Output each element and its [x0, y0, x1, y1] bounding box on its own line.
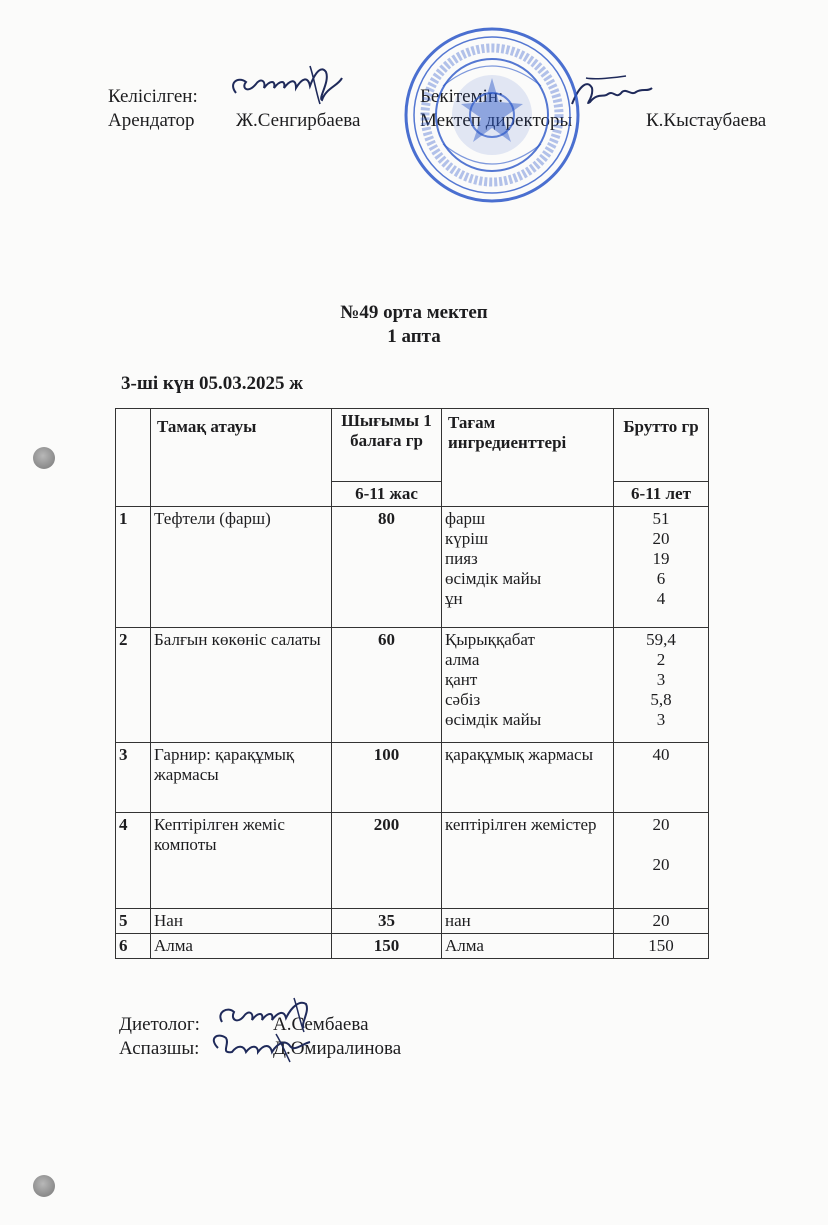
cook-label: Аспазшы:	[119, 1038, 200, 1059]
day-line: 3-ші күн 05.03.2025 ж	[121, 373, 304, 394]
approved-label: Бекітемін:	[420, 86, 504, 107]
row-num: 6	[116, 934, 151, 959]
row-name: Алма	[151, 934, 332, 959]
punch-hole-top	[33, 447, 55, 469]
row-name: Гарнир: қарақұмық жармасы	[151, 743, 332, 813]
header-name: Тамақ атауы	[151, 409, 332, 507]
ingredient: алма	[445, 650, 480, 669]
row-brutto	[614, 934, 709, 959]
row-yield: 150	[332, 934, 442, 959]
brutto-value: 5,8	[650, 690, 672, 709]
row-yield: 100	[332, 743, 442, 813]
ingredient: қант	[445, 670, 478, 689]
brutto-value: 19	[652, 549, 670, 568]
agreed-role: Арендатор	[108, 110, 195, 131]
brutto-value: 4	[656, 589, 666, 608]
row-ingredients	[442, 507, 614, 628]
header-age-brutto: 6-11 лет	[614, 482, 709, 507]
menu-table	[115, 408, 709, 959]
row-name: Нан	[151, 909, 332, 934]
signature-agreed	[226, 58, 356, 108]
ingredient: нан	[445, 911, 471, 930]
row-yield: 35	[332, 909, 442, 934]
table-row	[116, 507, 709, 628]
header-ingredients: Тағам ингредиенттері	[442, 409, 614, 507]
brutto-value: 40	[652, 745, 670, 764]
row-ingredients	[442, 743, 614, 813]
brutto-value: 3	[656, 710, 666, 729]
row-yield: 200	[332, 813, 442, 909]
table-row	[116, 813, 709, 909]
row-ingredients	[442, 813, 614, 909]
row-brutto	[614, 743, 709, 813]
table-row	[116, 934, 709, 959]
brutto-value: 20	[652, 529, 670, 548]
brutto-value: 51	[652, 509, 670, 528]
agreed-label: Келісілген:	[108, 86, 198, 107]
school-title: №49 орта мектеп	[340, 302, 488, 323]
row-name: Балғын көкөніс салаты	[151, 628, 332, 743]
ingredient: Алма	[445, 936, 484, 955]
row-ingredients	[442, 628, 614, 743]
ingredient: қарақұмық жармасы	[445, 745, 593, 764]
ingredient: ұн	[445, 589, 463, 608]
row-yield: 80	[332, 507, 442, 628]
brutto-value: 3	[656, 670, 666, 689]
punch-hole-bottom	[33, 1175, 55, 1197]
school-stamp	[403, 26, 581, 204]
brutto-value: 150	[648, 936, 674, 955]
row-ingredients	[442, 934, 614, 959]
ingredient: кептірілген жемістер	[445, 815, 597, 834]
week-title: 1 апта	[387, 326, 441, 347]
table-header-row	[116, 409, 709, 482]
row-brutto	[614, 813, 709, 909]
row-brutto	[614, 628, 709, 743]
row-num: 5	[116, 909, 151, 934]
header-num	[116, 409, 151, 507]
ingredient: өсімдік майы	[445, 569, 542, 588]
ingredient: Қырыққабат	[445, 630, 535, 649]
header-brutto: Брутто гр	[614, 409, 709, 482]
approved-name: К.Кыстаубаева	[646, 110, 767, 131]
ingredient: күріш	[445, 529, 489, 548]
row-ingredients	[442, 909, 614, 934]
brutto-value: 6	[656, 569, 666, 588]
approved-role: Мектеп директоры	[420, 110, 573, 131]
row-num: 4	[116, 813, 151, 909]
row-brutto	[614, 909, 709, 934]
brutto-value: 20	[652, 855, 670, 874]
brutto-value: 20	[652, 911, 670, 930]
row-name: Тефтели (фарш)	[151, 507, 332, 628]
row-brutto	[614, 507, 709, 628]
header-age-yield: 6-11 жас	[332, 482, 442, 507]
brutto-value: 59,4	[646, 630, 676, 649]
header-yield: Шығымы 1 балаға гр	[332, 409, 442, 482]
row-num: 2	[116, 628, 151, 743]
ingredient: өсімдік майы	[445, 710, 542, 729]
agreed-name: Ж.Сенгирбаева	[236, 110, 361, 131]
brutto-value: 2	[656, 650, 666, 669]
row-num: 3	[116, 743, 151, 813]
dietitian-label: Диетолог:	[119, 1014, 200, 1035]
ingredient: пияз	[445, 549, 478, 568]
cook-name: Д.Омиралинова	[273, 1038, 402, 1059]
brutto-value: 20	[652, 815, 670, 834]
signature-cook	[206, 1024, 316, 1064]
ingredient: фарш	[445, 509, 486, 528]
table-row	[116, 743, 709, 813]
ingredient: сәбіз	[445, 690, 481, 709]
table-row	[116, 909, 709, 934]
dietitian-name: А.Сембаева	[273, 1014, 369, 1035]
row-num: 1	[116, 507, 151, 628]
row-name: Кептірілген жеміс компоты	[151, 813, 332, 909]
row-yield: 60	[332, 628, 442, 743]
table-row	[116, 628, 709, 743]
